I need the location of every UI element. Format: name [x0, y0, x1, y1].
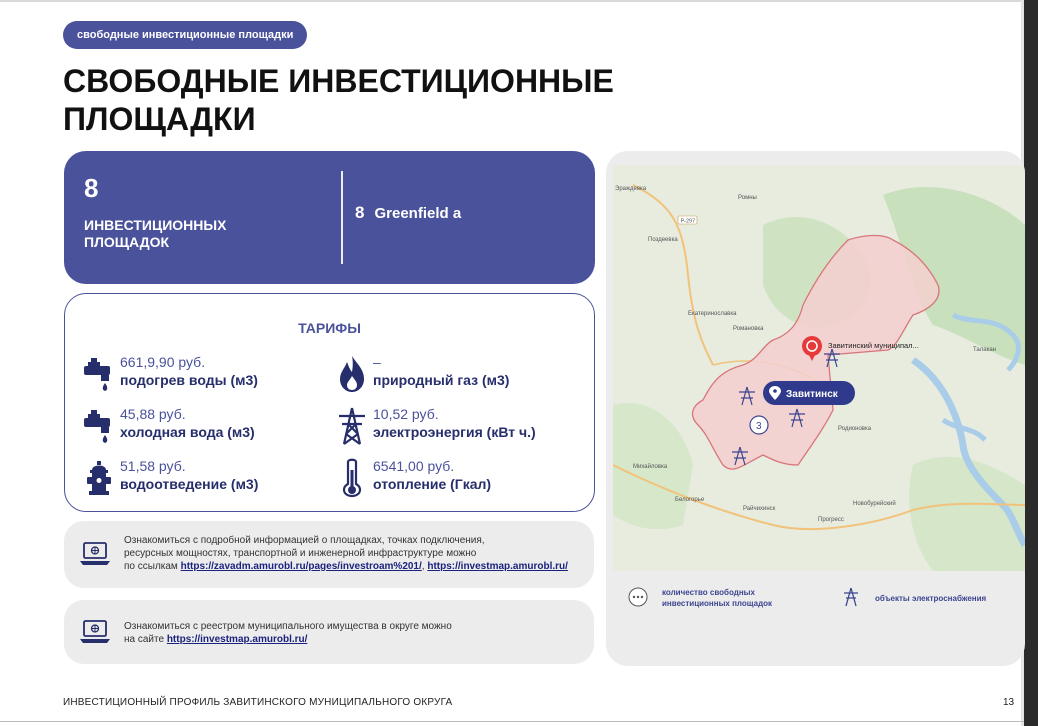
info-prefix: по ссылкам — [124, 561, 181, 572]
town-label: Прогресс — [818, 517, 844, 523]
town-label: Талакан — [973, 347, 996, 353]
tariff-label: электроэнергия (кВт ч.) — [373, 424, 536, 440]
link-separator: , — [421, 561, 428, 572]
tariff-value: – — [373, 354, 381, 370]
stats-card — [64, 151, 595, 284]
town-label: Романовка — [733, 326, 764, 332]
info-text-registry — [124, 620, 452, 646]
info-line-links — [124, 560, 568, 573]
page-title: СВОБОДНЫЕ ИНВЕСТИЦИОННЫЕ ПЛОЩАДКИ — [63, 63, 614, 137]
power-tower-icon — [843, 587, 859, 607]
town-label: Поздеевка — [648, 237, 678, 243]
cluster-count: 3 — [756, 421, 762, 432]
registry-link[interactable]: https://investmap.amurobl.ru/ — [166, 634, 308, 645]
tariff-gas — [335, 354, 575, 398]
district-marker[interactable] — [802, 336, 822, 356]
tariffs-title: ТАРИФЫ — [298, 320, 361, 336]
hydrant-icon — [82, 458, 116, 498]
tariff-value: 51,58 руб. — [120, 458, 186, 474]
tariff-cold-water — [82, 406, 322, 450]
road-label: Р-297 — [680, 218, 696, 225]
tariff-electricity — [335, 406, 575, 450]
info-text-links — [124, 534, 568, 573]
flame-icon — [335, 354, 369, 394]
legend-sites: количество свободных инвестиционных площадок — [662, 588, 773, 608]
greenfield-count: 8 — [355, 203, 365, 222]
sites-count: 8 — [84, 173, 99, 203]
power-tower-icon — [335, 406, 369, 446]
tariff-hot-water — [82, 354, 322, 398]
town-label: Новобурейский — [853, 501, 896, 507]
footer-title: ИНВЕСТИЦИОННЫЙ ПРОФИЛЬ ЗАВИТИНСКОГО МУНИЦИПАЛЬНОГО ОКРУГА — [63, 697, 453, 708]
top-border — [0, 0, 1038, 2]
town-label: Ромны — [738, 195, 757, 201]
sites-count-label: ИНВЕСТИЦИОННЫХ ПЛОЩАДОК — [84, 217, 227, 250]
tariff-value: 661,9,90 руб. — [120, 354, 206, 370]
tariff-label: подогрев воды (м3) — [120, 372, 258, 388]
tariff-value: 45,88 руб. — [120, 406, 186, 422]
page-number: 13 — [1003, 697, 1015, 708]
tariff-value: 10,52 руб. — [373, 406, 439, 422]
town-label: Екатеринославка — [688, 311, 737, 317]
footer-divider — [0, 721, 1024, 722]
greenfield-stat — [355, 203, 461, 223]
tariff-label: водоотведение (м3) — [120, 476, 259, 492]
info-prefix: на сайте — [124, 634, 167, 645]
info-line: Ознакомиться с подробной информацией о площадках, точках подключения, — [124, 535, 485, 546]
stats-divider — [341, 171, 343, 264]
town-label: Эраждевка — [615, 186, 647, 192]
tariff-value: 6541,00 руб. — [373, 458, 455, 474]
district-label: Завитинский муниципал... — [828, 341, 919, 350]
greenfield-label: Greenfield а — [374, 205, 462, 222]
investmap-link[interactable]: https://investmap.amurobl.ru/ — [427, 561, 568, 572]
tariff-label: природный газ (м3) — [373, 372, 510, 388]
info-line: Ознакомиться с реестром муниципального имущества в округе можно — [124, 621, 452, 632]
more-dots-icon — [628, 587, 648, 607]
water-tap-icon — [82, 406, 116, 446]
tariff-label: холодная вода (м3) — [120, 424, 255, 440]
tariff-sewage — [82, 458, 322, 502]
city-label: Завитинск — [786, 389, 838, 400]
map-card — [606, 151, 1025, 666]
water-tap-icon — [82, 354, 116, 394]
tariff-heating — [335, 458, 575, 502]
town-label: Михайловка — [633, 464, 668, 470]
section-tag: свободные инвестиционные площадки — [63, 21, 307, 49]
district-map[interactable] — [613, 165, 1025, 571]
info-line: ресурсных мощностях, транспортной и инженерной инфраструктуре можно — [124, 548, 477, 559]
laptop-icon — [79, 541, 111, 567]
tariffs-card — [64, 293, 595, 512]
thermometer-icon — [335, 458, 369, 498]
legend-power: объекты электроснабжения — [875, 594, 987, 603]
town-label: Белогорье — [675, 497, 705, 503]
laptop-icon — [79, 619, 111, 645]
tariff-label: отопление (Гкал) — [373, 476, 492, 492]
right-border — [1024, 0, 1038, 726]
info-card-links — [64, 521, 594, 588]
town-label: Райчихинск — [743, 506, 776, 512]
info-line-link — [124, 633, 452, 646]
town-label: Родионовка — [838, 426, 872, 432]
info-card-registry — [64, 600, 594, 664]
investroam-link[interactable]: https://zavadm.amurobl.ru/pages/investroam%201/ — [180, 561, 422, 572]
